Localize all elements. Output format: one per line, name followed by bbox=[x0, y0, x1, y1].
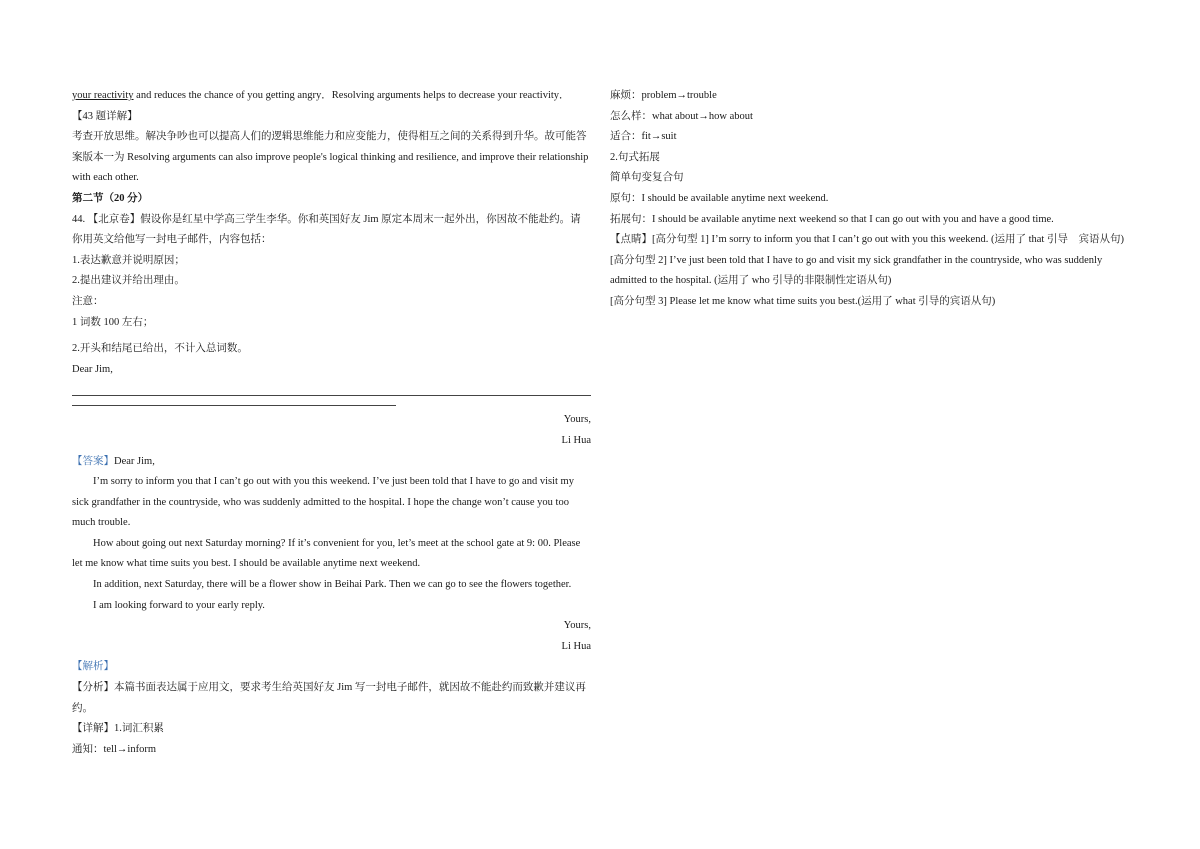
answer-paragraph-1: I’m sorry to inform you that I can’t go out with you this weekend. I’ve just been told that I have to go and visit my sick grandfather in the countryside, who was suddenly admitted to the hospital. I hope the change won’t cause you too much trouble. bbox=[72, 476, 574, 529]
answer-closing: Yours, bbox=[563, 620, 591, 632]
answer-paragraph-2: How about going out next Saturday morning? If it’s convenient for you, let’s meet at the school gate at 9: 00. Please let me know what time suits you best. I should be available anytime next weekend. bbox=[72, 537, 581, 570]
vocab-item-how-about: 怎么样：what about→how about bbox=[610, 110, 753, 122]
writing-line-2 bbox=[72, 396, 396, 406]
prompt-closing: Yours, bbox=[563, 414, 591, 426]
simple-to-complex-heading: 简单句变复合句 bbox=[610, 172, 684, 184]
q43-explanation: 考查开放思维。解决争吵也可以提高人们的逻辑思维能力和应变能力，使得相互之间的关系得到升华。故可能答案版本一为 Resolving arguments can also improve people's logical thinking and resilience, and improve their relationship with each other. bbox=[72, 131, 589, 184]
right-column bbox=[610, 86, 1140, 313]
answer-salutation: Dear Jim, bbox=[114, 455, 155, 467]
original-sentence: 原句：I should be available anytime next weekend. bbox=[610, 192, 829, 204]
requirement-2: 2.提出建议并给出理由。 bbox=[72, 275, 185, 287]
sentence-expansion-heading: 2.句式拓展 bbox=[610, 151, 660, 163]
highlight-sentence-3: [高分句型 3] Please let me know what time suits you best.(运用了 what 引导的宾语从句) bbox=[610, 295, 996, 307]
analysis-summary: 【分析】本篇书面表达属于应用文，要求考生给英国好友 Jim 写一封电子邮件，就因故不能赴约而致歉并建议再约。 bbox=[72, 682, 586, 714]
answer-block bbox=[72, 452, 591, 473]
note-2: 2.开头和结尾已给出，不计入总词数。 bbox=[72, 343, 248, 355]
vocab-item-trouble: 麻烦：problem→trouble bbox=[610, 90, 717, 101]
note-label: 注意： bbox=[72, 295, 104, 307]
expanded-sentence: 拓展句：I should be available anytime next weekend so that I can go out with you and have a good time. bbox=[610, 213, 1054, 225]
vocab-item-suit: 适合：fit→suit bbox=[610, 131, 677, 143]
q43-header: 【43 题详解】 bbox=[72, 110, 138, 122]
prompt-signature: Li Hua bbox=[561, 434, 591, 446]
answer-signature: Li Hua bbox=[561, 640, 591, 652]
details-heading: 【详解】1.词汇积累 bbox=[72, 723, 164, 735]
prompt-salutation: Dear Jim, bbox=[72, 363, 113, 375]
left-column bbox=[72, 86, 591, 760]
answer-label: 【答案】 bbox=[72, 455, 114, 467]
answer-paragraph-3: In addition, next Saturday, there will be a flower show in Beihai Park. Then we can go to see the flowers together. bbox=[93, 579, 572, 591]
section-2-heading: 第二节（20 分） bbox=[72, 192, 149, 204]
highlight-sentence-2: [高分句型 2] I’ve just been told that I have to go and visit my sick grandfather in the countryside, who was suddenly admitted to the hospital. (运用了 who 引导的非限制性定语从句) bbox=[610, 254, 1103, 287]
q44-prompt: 44. 【北京卷】假设你是红星中学高三学生李华。你和英国好友 Jim 原定本周末一起外出，你因故不能赴约。请你用英文给他写一封电子邮件，内容包括： bbox=[72, 213, 581, 246]
underlined-phrase: your reactivity bbox=[72, 90, 134, 101]
analysis-label: 【解析】 bbox=[72, 661, 114, 673]
writing-line-1 bbox=[72, 384, 591, 396]
requirement-1: 1.表达歉意并说明原因； bbox=[72, 254, 185, 266]
highlight-sentence-1: 【点睛】[高分句型 1] I’m sorry to inform you that I can’t go out with you this weekend. (运用了 that 引导 宾语从句) bbox=[610, 234, 1124, 246]
answer-paragraph-4: I am looking forward to your early reply. bbox=[93, 599, 265, 611]
vocab-item-inform: 通知：tell→inform bbox=[72, 743, 156, 755]
note-1: 1 词数 100 左右； bbox=[72, 316, 154, 328]
continuation-line: your reactivity and reduces the chance of you getting angry．Resolving arguments helps to decrease your reactivity． bbox=[72, 90, 570, 101]
